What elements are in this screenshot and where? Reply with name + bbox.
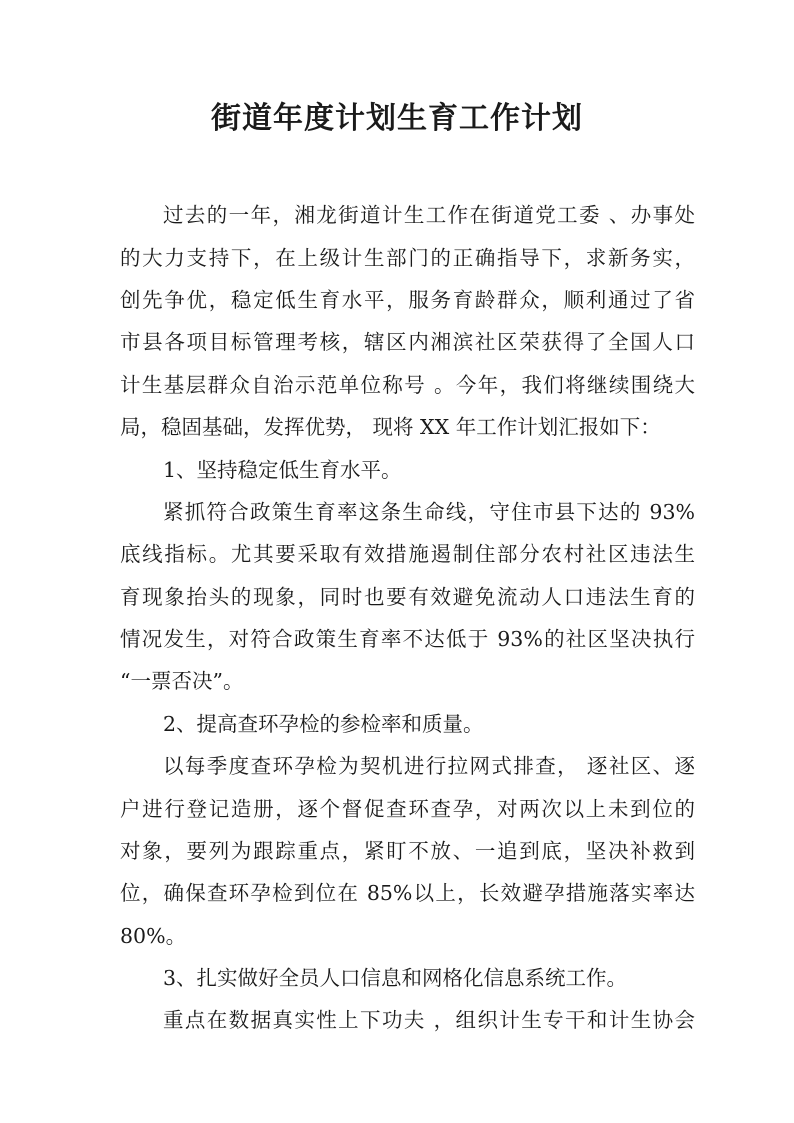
paragraph-line: 创先争优，稳定低生育水平，服务育龄群众，顺利通过了省 xyxy=(120,288,695,312)
section-heading: 1、坚持稳定低生育水平。 xyxy=(163,458,402,482)
paragraph-line: 对象，要列为跟踪重点，紧盯不放、一追到底，坚决补救到 xyxy=(120,839,695,863)
paragraph-line: 位，确保查环孕检到位在 85%以上，长效避孕措施落实率达 xyxy=(120,881,695,905)
paragraph-line: 市县各项目标管理考核，辖区内湘滨社区荣获得了全国人口 xyxy=(120,330,695,354)
paragraph-line: 户进行登记造册，逐个督促查环查孕，对两次以上未到位的 xyxy=(120,797,695,821)
paragraph-line: 计生基层群众自治示范单位称号 。今年，我们将继续围绕大 xyxy=(120,373,695,397)
paragraph-line: 情况发生，对符合政策生育率不达低于 93%的社区坚决执行 xyxy=(120,627,695,651)
paragraph-line: 的大力支持下，在上级计生部门的正确指导下，求新务实， xyxy=(120,246,695,270)
section-heading: 2、提高查环孕检的参检率和质量。 xyxy=(163,712,484,736)
paragraph-line: 局，稳固基础，发挥优势， 现将 XX 年工作计划汇报如下： xyxy=(120,415,661,439)
paragraph-line: 过去的一年，湘龙街道计生工作在街道党工委 、办事处 xyxy=(163,203,695,227)
paragraph-line: 以每季度查环孕检为契机进行拉网式排查， 逐社区、逐 xyxy=(163,754,695,778)
paragraph-line: 底线指标。尤其要采取有效措施遏制住部分农村社区违法生 xyxy=(120,542,695,566)
paragraph-line: 育现象抬头的现象，同时也要有效避免流动人口违法生育的 xyxy=(120,585,695,609)
paragraph-line: 重点在数据真实性上下功夫 ，组织计生专干和计生协会 xyxy=(163,1008,695,1032)
paragraph-line: 紧抓符合政策生育率这条生命线，守住市县下达的 93% xyxy=(163,500,695,524)
paragraph-line: “一票否决”。 xyxy=(120,669,244,693)
section-heading: 3、扎实做好全员人口信息和网格化信息系统工作。 xyxy=(163,966,628,990)
document-title: 街道年度计划生育工作计划 xyxy=(211,101,583,136)
paragraph-line: 80%。 xyxy=(120,924,187,948)
